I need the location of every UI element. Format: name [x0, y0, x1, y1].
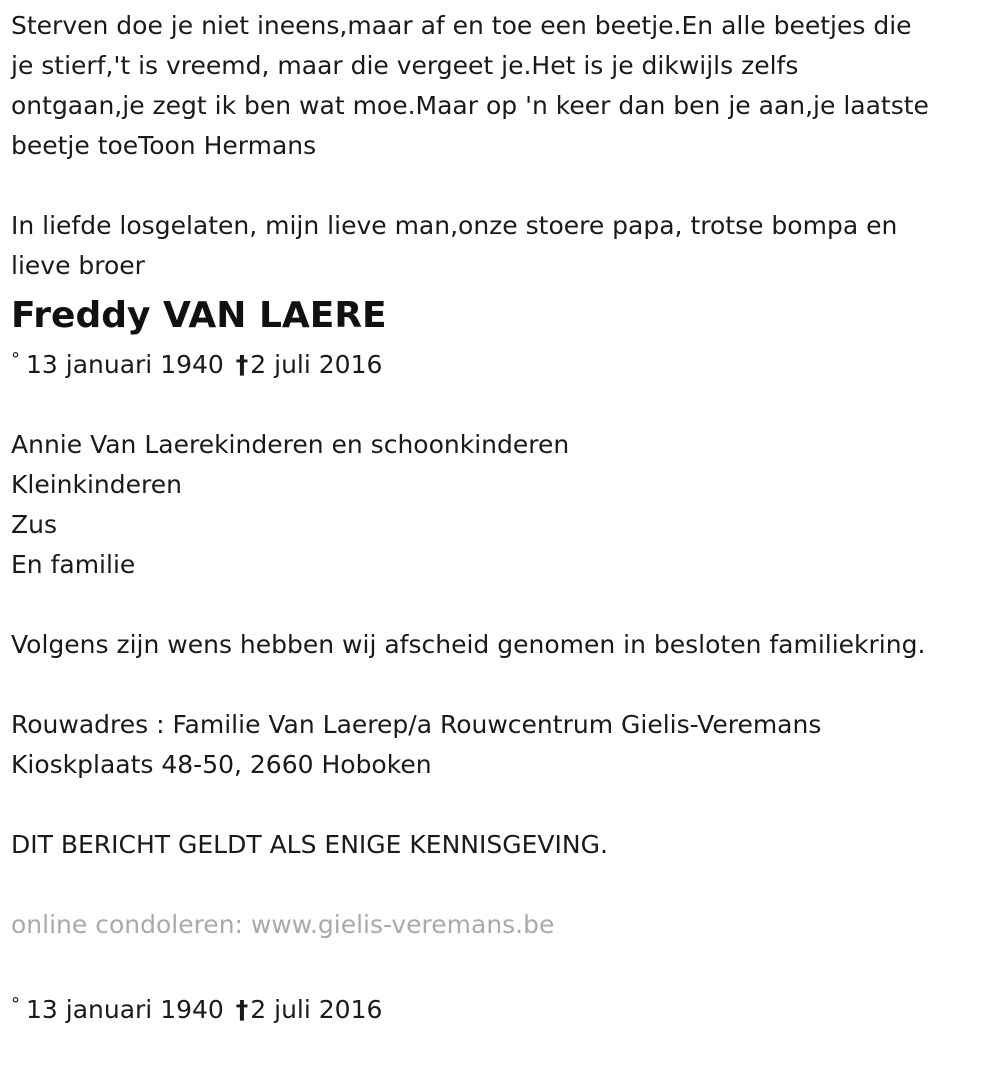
intro-line: lieve broer — [11, 251, 145, 280]
birth-date: 13 januari 1940 — [26, 350, 224, 379]
poem-line: Sterven doe je niet ineens,maar af en toe een beetje.En alle beetjes die — [11, 11, 912, 40]
mourning-address — [11, 705, 988, 785]
condolence-link[interactable]: online condoleren: www.gielis-veremans.be — [11, 910, 555, 939]
poem-line: je stierf,'t is vreemd, maar die vergeet je.Het is je dikwijls zelfs — [11, 51, 799, 80]
intro-text — [11, 206, 988, 286]
poem-line: ontgaan,je zegt ik ben wat moe.Maar op 'n keer dan ben je aan,je laatste — [11, 91, 929, 120]
family-list — [11, 425, 988, 585]
intro-line: In liefde losgelaten, mijn lieve man,onze stoere papa, trotse bompa en — [11, 211, 898, 240]
poem — [11, 6, 988, 166]
footer-life-dates — [11, 985, 988, 1030]
notice-text: DIT BERICHT GELDT ALS ENIGE KENNISGEVING. — [11, 830, 608, 859]
birth-symbol: ° — [11, 994, 20, 1015]
cross-icon: † — [235, 350, 249, 379]
address-line: Rouwadres : Familie Van Laerep/a Rouwcentrum Gielis-Veremans — [11, 710, 822, 739]
birth-date: 13 januari 1940 — [26, 995, 224, 1024]
birth-symbol: ° — [11, 349, 20, 370]
family-line: Kleinkinderen — [11, 470, 182, 499]
farewell-text: Volgens zijn wens hebben wij afscheid genomen in besloten familiekring. — [11, 630, 926, 659]
family-line: En familie — [11, 550, 136, 579]
family-line: Annie Van Laerekinderen en schoonkinderen — [11, 430, 570, 459]
poem-line: beetje toeToon Hermans — [11, 131, 317, 160]
life-dates — [11, 340, 988, 385]
deceased-name: Freddy VAN LAERE — [11, 295, 387, 336]
address-line: Kioskplaats 48-50, 2660 Hoboken — [11, 750, 432, 779]
family-line: Zus — [11, 510, 57, 539]
cross-icon: † — [235, 995, 249, 1024]
death-date: 2 juli 2016 — [250, 995, 383, 1024]
death-date: 2 juli 2016 — [250, 350, 383, 379]
